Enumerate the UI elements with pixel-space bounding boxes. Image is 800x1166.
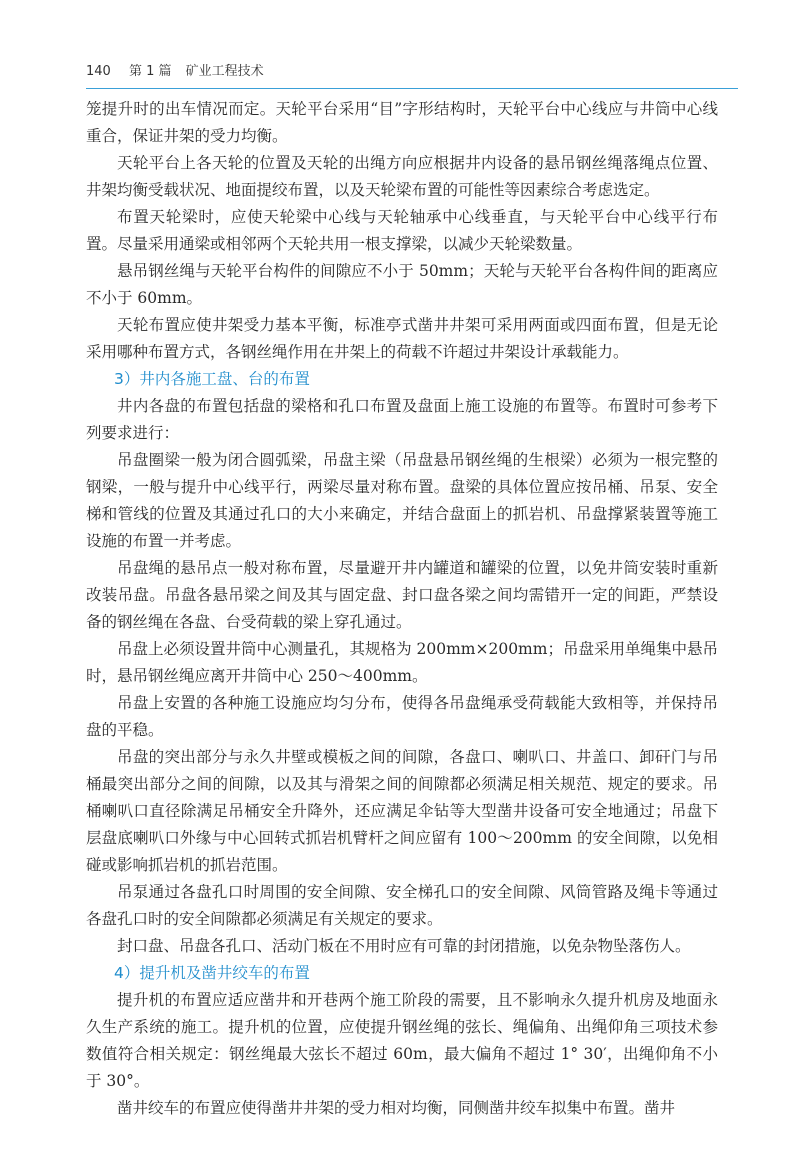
paragraph: 天轮布置应使井架受力基本平衡，标准亭式凿井井架可采用两面或四面布置，但是无论采用哪种布置方式，各钢丝绳作用在井架上的荷载不许超过井架设计承载能力。 [86,316,718,361]
paragraph: 吊盘的突出部分与永久井壁或模板之间的间隙，各盘口、喇叭口、井盖口、卸矸门与吊桶最突出部分之间的间隙，以及其与滑架之间的间隙都必须满足相关规范、规定的要求。吊桶喇叭口直径除满足吊桶安全升降外，还应满足伞钻等大型凿井设备可安全地通过；吊盘下层盘底喇叭口外缘与中心回转式抓岩机臂杆之间应留有 100～200mm 的安全间隙，以免相碰或影响抓岩机的抓岩范围。 [86,748,718,874]
page-header [86,60,738,84]
section-heading: 3）井内各施工盘、台的布置 [114,370,310,388]
paragraph: 封口盘、吊盘各孔口、活动门板在不用时应有可靠的封闭措施，以免杂物坠落伤人。 [117,937,691,955]
paragraph: 笼提升时的出车情况而定。天轮平台采用“目”字形结构时，天轮平台中心线应与井筒中心线重合，保证井架的受力均衡。 [86,100,718,145]
paragraph: 布置天轮梁时，应使天轮梁中心线与天轮轴承中心线垂直，与天轮平台中心线平行布置。尽量采用通梁或相邻两个天轮共用一根支撑梁，以减少天轮梁数量。 [86,208,718,253]
paragraph: 悬吊钢丝绳与天轮平台构件的间隙应不小于 50mm；天轮与天轮平台各构件间的距离应不小于 60mm。 [86,262,718,307]
paragraph: 吊盘圈梁一般为闭合圆弧梁，吊盘主梁（吊盘悬吊钢丝绳的生根梁）必须为一根完整的钢梁，一般与提升中心线平行，两梁尽量对称布置。盘梁的具体位置应按吊桶、吊泵、安全梯和管线的位置及其通过孔口的大小来确定，并结合盘面上的抓岩机、吊盘撑紧装置等施工设施的布置一并考虑。 [86,451,718,550]
part-label: 第 1 篇 [128,64,172,79]
paragraph: 井内各盘的布置包括盘的梁格和孔口布置及盘面上施工设施的布置等。布置时可参考下列要求进行： [86,397,718,442]
paragraph: 凿井绞车的布置应使得凿井井架的受力相对均衡，同侧凿井绞车拟集中布置。凿井 [117,1099,676,1117]
paragraph: 吊盘上安置的各种施工设施应均匀分布，使得各吊盘绳承受荷载能大致相等，并保持吊盘的平稳。 [86,694,718,739]
header-rule [86,88,738,89]
paragraph: 吊盘绳的悬吊点一般对称布置，尽量避开井内罐道和罐梁的位置，以免井筒安装时重新改装吊盘。吊盘各悬吊梁之间及其与固定盘、封口盘各梁之间均需错开一定的间距，严禁设备的钢丝绳在各盘、台受荷载的梁上穿孔通过。 [86,559,718,631]
page-number: 140 [86,64,111,79]
paragraph: 天轮平台上各天轮的位置及天轮的出绳方向应根据井内设备的悬吊钢丝绳落绳点位置、井架均衡受载状况、地面提绞布置，以及天轮梁布置的可能性等因素综合考虑选定。 [86,154,718,199]
section-heading: 4）提升机及凿井绞车的布置 [114,964,310,982]
page-body [86,96,718,1122]
paragraph: 吊泵通过各盘孔口时周围的安全间隙、安全梯孔口的安全间隙、风筒管路及绳卡等通过各盘孔口时的安全间隙都必须满足有关规定的要求。 [86,883,718,928]
paragraph: 提升机的布置应适应凿井和开巷两个施工阶段的需要，且不影响永久提升机房及地面永久生产系统的施工。提升机的位置，应使提升钢丝绳的弦长、绳偏角、出绳仰角三项技术参数值符合相关规定：钢丝绳最大弦长不超过 60m，最大偏角不超过 1° 30′，出绳仰角不小于 30°。 [86,991,718,1090]
part-title: 矿业工程技术 [185,64,264,79]
paragraph: 吊盘上必须设置井筒中心测量孔，其规格为 200mm×200mm；吊盘采用单绳集中悬吊时，悬吊钢丝绳应离开井筒中心 250～400mm。 [86,640,718,685]
